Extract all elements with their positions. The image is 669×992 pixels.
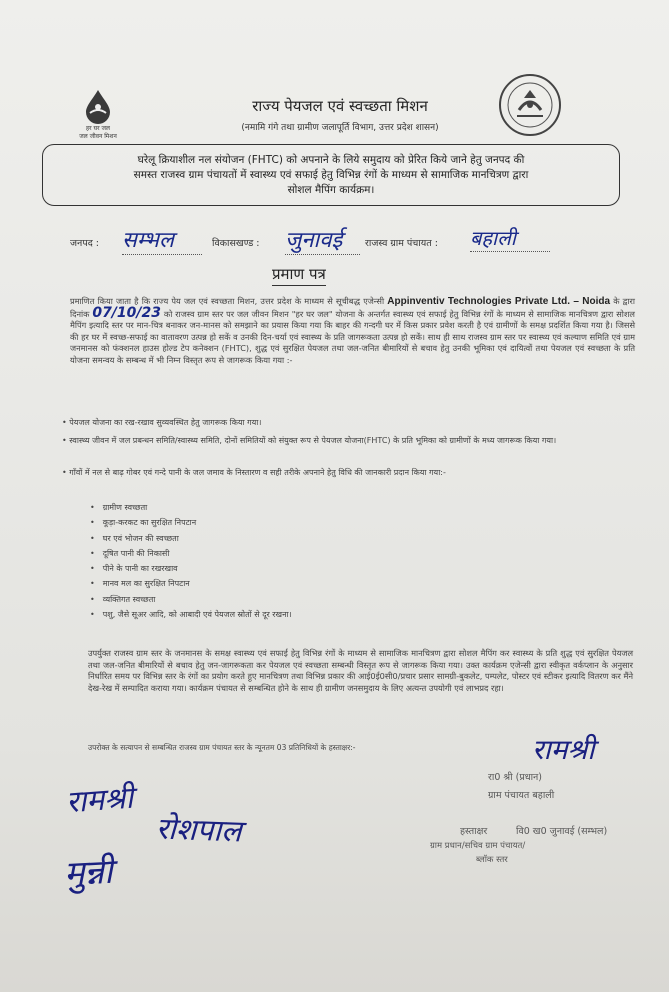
bullet-2-text: स्वास्थ्य जीवन में जल प्रबन्धन समिति/स्वास्थ्य समिति, दोनों समितियों को संयुक्त रूप से पेयजल योजना(FHTC) के प्रति भूमिका को ग्रामीणों के मध्य जागरूक किया गया। bbox=[69, 436, 557, 445]
list-item: • मानव मल का सुरक्षित निपटान bbox=[90, 576, 292, 591]
bullet-2: • स्वास्थ्य जीवन में जल प्रबन्धन समिति/स्वास्थ्य समिति, दोनों समितियों को संयुक्त रूप से पेयजल योजना(FHTC) के प्रति भूमिका को ग्रामीणों के मध्य जागरूक किया गया। bbox=[62, 436, 557, 445]
pradhan-signature: रामश्री bbox=[532, 733, 595, 766]
list-item: • पशु, जैसे सूअर आदि, को आबादी एवं पेयजल स्रोतों से दूर रखना। bbox=[90, 607, 292, 622]
sanitation-topics-list bbox=[90, 500, 292, 622]
list-item: • ग्रामीण स्वच्छता bbox=[90, 500, 292, 515]
signature-1: रामश्री bbox=[65, 780, 135, 821]
district-label: जनपद : bbox=[70, 238, 99, 249]
program-date: 07/10/23 bbox=[92, 304, 162, 321]
paragraph-1 bbox=[70, 296, 635, 366]
district-value: सम्भल bbox=[122, 224, 202, 255]
paragraph-2: उपर्युक्त राजस्व ग्राम स्तर के जनमानस के समक्ष स्वास्थ्य एवं सफाई हेतु विभिन्न रंगों के माध्यम से सामाजिक मानचित्रण द्वारा सोशल मैपिंग कर स्वास्थ्य के प्रति शुद्ध एवं सुरक्षित पेयजल तथा जल-जनित बीमारियों से बचाव हेतु जन-जागरूकता कर पेयजल एवं स्वच्छता सम्बन्धी विस्तृत रूप से जागरूक किया गया। उक्त कार्यक्रम एजेन्सी द्वारा स्वीकृत वर्कप्लान के अनुसार निर्धारित समय पर विभिन्न स्तर के रंगों का प्रयोग करते हुए मानचित्रण तथा विभिन्न प्रकार की आई0ई0सी0/प्रचार प्रसार सामग्री-बुकलेट, पम्पलेट, पोस्टर एवं स्टीकर इत्यादि वितरण कर मैंने देख-रेख में सम्पादित कराया गया। कार्यक्रम पंचायत से सम्बन्धित होने के साथ ही ग्रामीण जनसमुदाय के लिए अत्यन्त उपयोगी एवं लाभप्रद रहा। bbox=[88, 648, 633, 693]
list-item: • कूड़ा-करकट का सुरक्षित निपटान bbox=[90, 515, 292, 530]
banner-line-1: घरेलू क्रियाशील नल संयोजन (FHTC) को अपनाने के लिये समुदाय को प्रेरित किये जाने हेतु जनपद की bbox=[137, 154, 525, 166]
signature-2: रोशपाल bbox=[155, 811, 243, 850]
stamp-role-1: ग्राम प्रधान/सचिव ग्राम पंचायत/ bbox=[430, 841, 526, 851]
certificate-heading: प्रमाण पत्र bbox=[272, 264, 326, 286]
stamp-line-3: वि0 ख0 जुनावई (सम्भल) bbox=[516, 826, 608, 837]
bullet-3: • गाँवों में नल से बाढ़ गोबर एवं गन्दे पानी के जल जमाव के निस्तारण व सही तरीके अपनाने हेतु विधि की जानकारी प्रदान किया गया:- bbox=[62, 468, 446, 477]
list-item: • घर एवं भोजन की स्वच्छता bbox=[90, 531, 292, 546]
p1-part-a: प्रमाणित किया जाता है कि राज्य पेय जल एवं स्वच्छता मिशन, उत्तर प्रदेश के माध्यम से सूचीबद्ध एजेन्सी bbox=[70, 296, 385, 306]
header-subtitle: (नमामि गंगे तथा ग्रामीण जलापूर्ति विभाग, उत्तर प्रदेश शासन) bbox=[241, 123, 439, 133]
p1-part-b: के द्वारा दिनांक bbox=[70, 296, 635, 319]
water-drop-icon bbox=[81, 88, 115, 124]
banner-line-3: सोशल मैपिंग कार्यक्रम। bbox=[287, 184, 375, 196]
list-item: • व्यक्तिगत स्वच्छता bbox=[90, 592, 292, 607]
logo-caption-2: जल जीवन मिशन bbox=[79, 133, 117, 140]
stamp-role-2: ब्लॉक स्तर bbox=[476, 855, 508, 865]
block-label: विकासखण्ड : bbox=[212, 238, 260, 249]
paragraph-3: उपरोक्त के सत्यापन से सम्बन्धित राजस्व ग्राम पंचायत स्तर के न्यूनतम 03 प्रतिनिधियों के हस्ताक्षर:- bbox=[88, 743, 356, 752]
location-row bbox=[70, 226, 630, 256]
bullet-1: • पेयजल योजना का रख-रखाव सुव्यवस्थित हेतु जागरूक किया गया। bbox=[62, 418, 262, 427]
bullet-3-text: गाँवों में नल से बाढ़ गोबर एवं गन्दे पानी के जल जमाव के निस्तारण व सही तरीके अपनाने हेतु विधि की जानकारी प्रदान किया गया:- bbox=[69, 468, 446, 477]
list-item: • पीने के पानी का रखरखाव bbox=[90, 561, 292, 576]
program-banner bbox=[42, 144, 620, 206]
agency-name: Appinventiv Technologies Private Ltd. – Noida bbox=[387, 296, 611, 307]
p1-rest: जीवन मिशन "हर घर जल" योजना के अन्तर्गत स्वास्थ्य एवं सफाई हेतु विभिन्न रंगों के माध्यम से सामाजिक मानचित्रण द्वारा सोशल मैपिंग इत्यादि स्तर पर मान-चित्र बनाकर जन-मानस को समझाने का प्रयास किया गया कि बाहर की गन्दगी घर में किस प्रकार प्रवेश करती है एवं ग्रामीणों के समक्ष प्रदर्शित किया गया है। जिससे की हर घर में स्वच्छ-सफाई का वातावरण उत्पन्न हो सकें व उनकी दिन-चर्या एवं स्वास्थ्य के प्रति जागरूकता उत्पन्न हो सकें। साथ ही साथ राजस्व ग्राम स्तर पर स्वास्थ्य एवं कल्याण समिति एवं ग्राम जनमानस को फंक्शनल हाउस होल्ड टेप कनेक्शन (FHTC), शुद्ध एवं सुरक्षित पेयजल तथा जल-जनित बीमारियों से बचाव हेतु उनकी भूमिका एवं दायित्वों तथा पेयजल एवं स्वच्छता के प्रति योजना समन्वय के सम्बन्ध में भी निम्न विस्तृत रूप से जागरूक किया गया :- bbox=[70, 308, 635, 365]
signature-3: मुन्नी bbox=[63, 851, 114, 895]
list-item: • दूषित पानी की निकासी bbox=[90, 546, 292, 561]
header-title: राज्य पेयजल एवं स्वच्छता मिशन bbox=[252, 97, 428, 115]
stamp-hastakshar: हस्ताक्षर bbox=[460, 826, 488, 837]
panchayat-label: राजस्व ग्राम पंचायत : bbox=[365, 238, 438, 249]
logo-caption-1: हर घर जल bbox=[86, 125, 110, 132]
panchayat-value: बहाली bbox=[470, 224, 550, 252]
banner-line-2: समस्त राजस्व ग्राम पंचायतों में स्वास्थ्य एवं सफाई हेतु विभिन्न रंगों के माध्यम से सामाजिक मानचित्रण द्वारा bbox=[133, 169, 529, 181]
stamp-line-2: ग्राम पंचायत बहाली bbox=[488, 790, 555, 801]
p1-part-c: को राजस्व ग्राम स्तर पर जल bbox=[163, 308, 249, 319]
stamp-line-1: रा0 श्री (प्रधान) bbox=[488, 772, 543, 783]
bullet-1-text: पेयजल योजना का रख-रखाव सुव्यवस्थित हेतु जागरूक किया गया। bbox=[69, 418, 262, 427]
block-value: जुनावई bbox=[285, 224, 360, 255]
jal-jeevan-mission-logo bbox=[68, 88, 128, 148]
